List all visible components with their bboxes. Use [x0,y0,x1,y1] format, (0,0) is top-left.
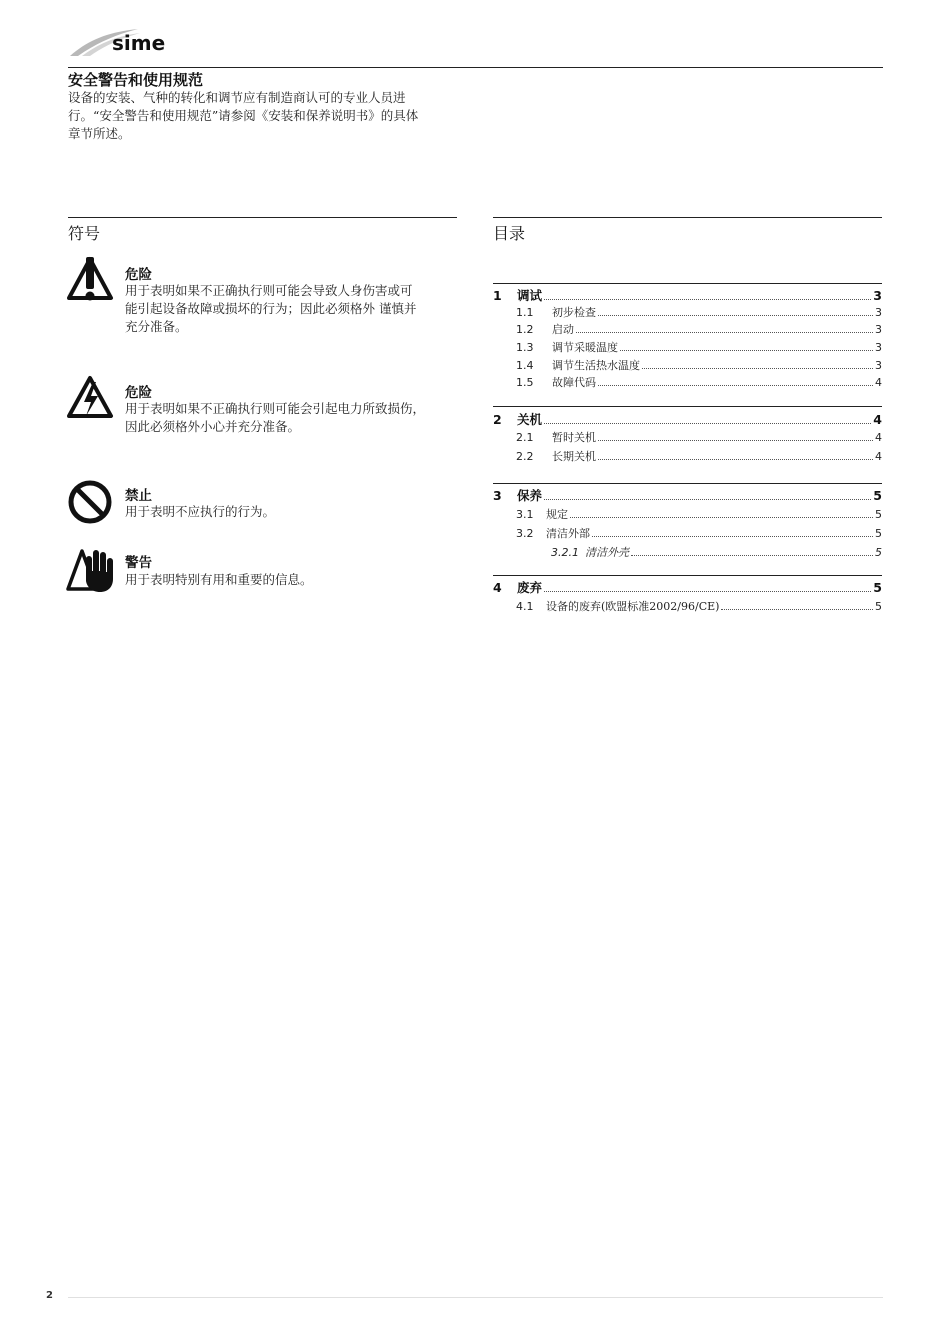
toc-item-2-2[interactable] [493,448,882,465]
symbol-heading: 警告 [125,555,152,571]
toc-leader [620,349,873,351]
toc-rule [493,217,882,218]
logo-text: sime [112,31,166,55]
symbol-description [125,282,470,336]
toc-label: 启动 [552,323,574,336]
symbols-rule [68,217,457,218]
toc-section-1[interactable] [493,286,882,303]
symbol-description [125,571,470,589]
toc-leader [570,516,873,518]
safety-line: 行。“安全警告和使用规范”请参阅《安装和保养说明书》的具体 [68,108,419,123]
toc-leader [598,458,873,460]
toc-item-3-2-1[interactable] [493,544,882,561]
sime-logo [68,26,188,58]
toc-leader [544,498,871,500]
toc-label: 调节采暖温度 [552,341,618,354]
toc-label: 规定 [546,508,568,521]
danger-warning-icon [66,256,114,304]
symbol-desc-line: 用于表明特别有用和重要的信息。 [125,572,313,587]
toc-leader [598,314,873,316]
prohibited-icon [66,478,114,526]
toc-number: 2 [493,412,502,427]
toc-page: 5 [875,600,882,613]
symbol-desc-line: 因此必须格外小心并充分准备。 [125,419,301,434]
warning-hand-icon [66,545,114,593]
toc-label: 清洁外部 [546,527,590,540]
toc-page: 4 [875,376,882,389]
toc-number: 2.2 [516,450,534,463]
toc-leader [544,422,871,424]
toc-page: 5 [875,527,882,540]
symbol-heading: 危险 [125,267,152,283]
toc-leader [598,384,873,386]
toc-page: 5 [875,508,882,521]
footer-rule [68,1297,883,1298]
symbol-desc-line: 用于表明不应执行的行为。 [125,504,276,519]
symbol-desc-line: 用于表明如果不正确执行则可能会引起电力所致损伤， [125,401,426,416]
toc-number: 3 [493,488,502,503]
toc-leader [592,535,873,537]
toc-number: 2.1 [516,431,534,444]
toc-page: 3 [875,323,882,336]
toc-item-1-3[interactable] [493,339,882,356]
toc-section-rule [493,283,882,284]
toc-item-1-5[interactable] [493,374,882,391]
toc-label: 清洁外壳 [585,546,629,559]
toc-label: 故障代码 [552,376,596,389]
toc-label: 保养 [517,488,543,503]
toc-number: 1.2 [516,323,534,336]
symbol-heading: 危险 [125,385,152,401]
toc-item-1-2[interactable] [493,321,882,338]
safety-title: 安全警告和使用规范 [68,71,204,89]
toc-title: 目录 [493,224,526,243]
symbol-desc-line: 充分准备。 [125,319,188,334]
toc-number: 1.1 [516,306,534,319]
toc-item-3-2[interactable] [493,525,882,542]
symbol-heading: 禁止 [125,488,152,504]
toc-leader [576,331,873,333]
symbol-description [125,400,470,436]
toc-label: 调节生活热水温度 [552,359,640,372]
toc-number: 1 [493,288,502,303]
toc-label: 废弃 [517,580,543,595]
toc-page: 3 [875,359,882,372]
toc-page: 5 [875,546,882,559]
toc-number: 3.1 [516,508,534,521]
toc-page: 5 [873,580,882,595]
toc-item-1-1[interactable] [493,304,882,321]
toc-leader [642,367,873,369]
symbol-desc-line: 用于表明如果不正确执行则可能会导致人身伤害或可 [125,283,413,298]
toc-leader [544,590,871,592]
safety-line: 设备的安装、气种的转化和调节应有制造商认可的专业人员进 [68,90,406,105]
toc-number: 4 [493,580,502,595]
toc-label: 设备的废弃(欧盟标准2002/96/CE) [546,600,720,613]
safety-text [68,89,468,143]
symbol-description [125,503,470,521]
toc-number: 4.1 [516,600,534,613]
toc-number: 3.2 [516,527,534,540]
toc-page: 3 [875,341,882,354]
toc-item-4-1[interactable] [493,598,882,615]
toc-item-1-4[interactable] [493,357,882,374]
toc-leader [631,554,873,556]
toc-leader [721,608,873,610]
toc-number: 1.3 [516,341,534,354]
toc-page: 3 [873,288,882,303]
toc-number: 1.5 [516,376,534,389]
symbol-desc-line: 能引起设备故障或损坏的行为；因此必须格外 谨慎并 [125,301,417,316]
toc-section-rule [493,575,882,576]
toc-label: 初步检查 [552,306,596,319]
toc-item-2-1[interactable] [493,429,882,446]
toc-section-3[interactable] [493,486,882,503]
toc-leader [544,298,871,300]
toc-number: 1.4 [516,359,534,372]
safety-line: 章节所述。 [68,126,131,141]
toc-page: 5 [873,488,882,503]
electric-danger-icon [66,374,114,422]
toc-section-rule [493,406,882,407]
toc-page: 4 [875,431,882,444]
toc-page: 4 [873,412,882,427]
toc-item-3-1[interactable] [493,506,882,523]
symbols-title: 符号 [68,224,101,243]
toc-section-2[interactable] [493,410,882,427]
toc-label: 暂时关机 [552,431,596,444]
toc-label: 关机 [517,412,543,427]
toc-number: 3.2.1 [551,546,579,559]
toc-leader [598,439,873,441]
toc-label: 长期关机 [552,450,596,463]
header-rule [68,67,883,68]
toc-label: 调试 [517,288,543,303]
toc-page: 4 [875,450,882,463]
page-number: 2 [46,1290,53,1301]
toc-page: 3 [875,306,882,319]
toc-section-rule [493,483,882,484]
toc-section-4[interactable] [493,578,882,595]
